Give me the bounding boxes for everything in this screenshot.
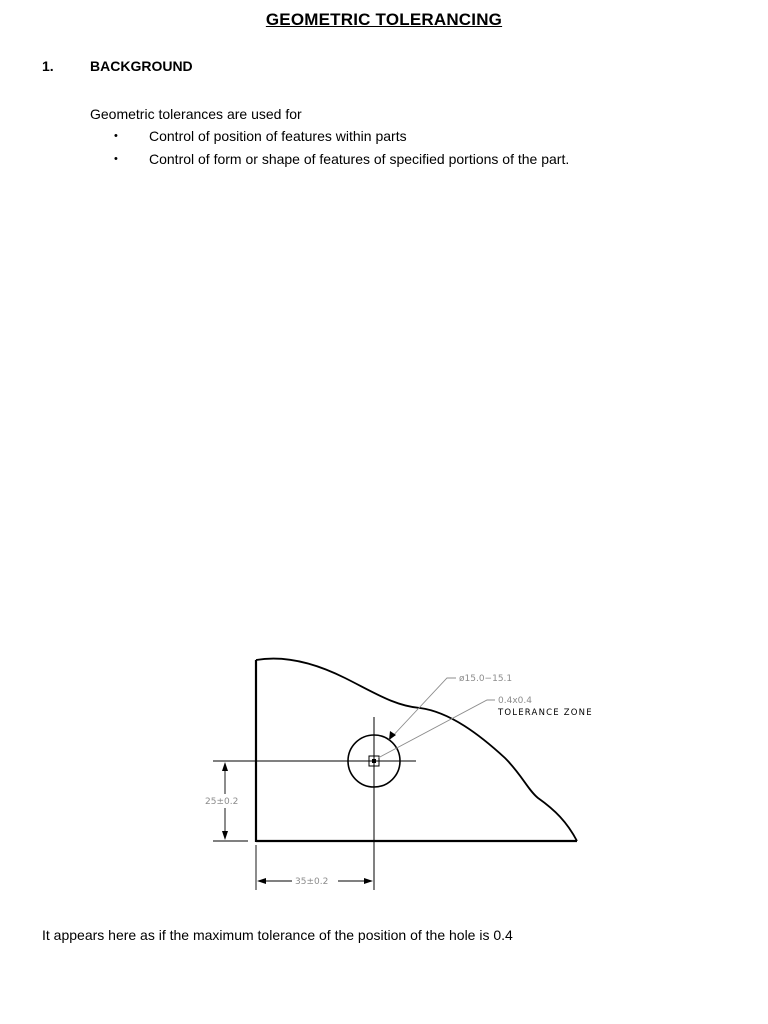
vertical-arrow-bottom — [222, 831, 228, 840]
part-curved-edge — [256, 659, 577, 841]
zone-size-label: 0.4x0.4 — [498, 696, 532, 706]
tolerance-zone-label: TOLERANCE ZONE — [498, 708, 593, 718]
horizontal-arrow-right — [364, 878, 373, 884]
section-heading: BACKGROUND — [90, 58, 193, 74]
horizontal-arrow-left — [257, 878, 266, 884]
vertical-dimension-label: 25±0.2 — [205, 797, 239, 807]
diameter-leader-arrow — [389, 731, 396, 740]
section-number: 1. — [42, 58, 54, 74]
tolerance-zone-inner — [372, 759, 376, 763]
hole-feature — [214, 717, 416, 890]
vertical-arrow-top — [222, 762, 228, 771]
bullet-icon: • — [114, 130, 118, 142]
zone-leader — [378, 700, 495, 758]
document-title: GEOMETRIC TOLERANCING — [265, 10, 503, 29]
part-outline — [256, 659, 577, 842]
list-item-text: Control of form or shape of features of specified portions of the part. — [149, 151, 570, 167]
list-item-text: Control of position of features within parts — [149, 128, 407, 144]
diameter-label: ø15.0−15.1 — [459, 674, 513, 684]
horizontal-dimension-label: 35±0.2 — [295, 877, 329, 887]
bullet-icon: • — [114, 153, 118, 165]
intro-paragraph: Geometric tolerances are used for — [90, 106, 302, 122]
conclusion-paragraph: It appears here as if the maximum tolerance of the position of the hole is 0.4 — [42, 927, 513, 943]
